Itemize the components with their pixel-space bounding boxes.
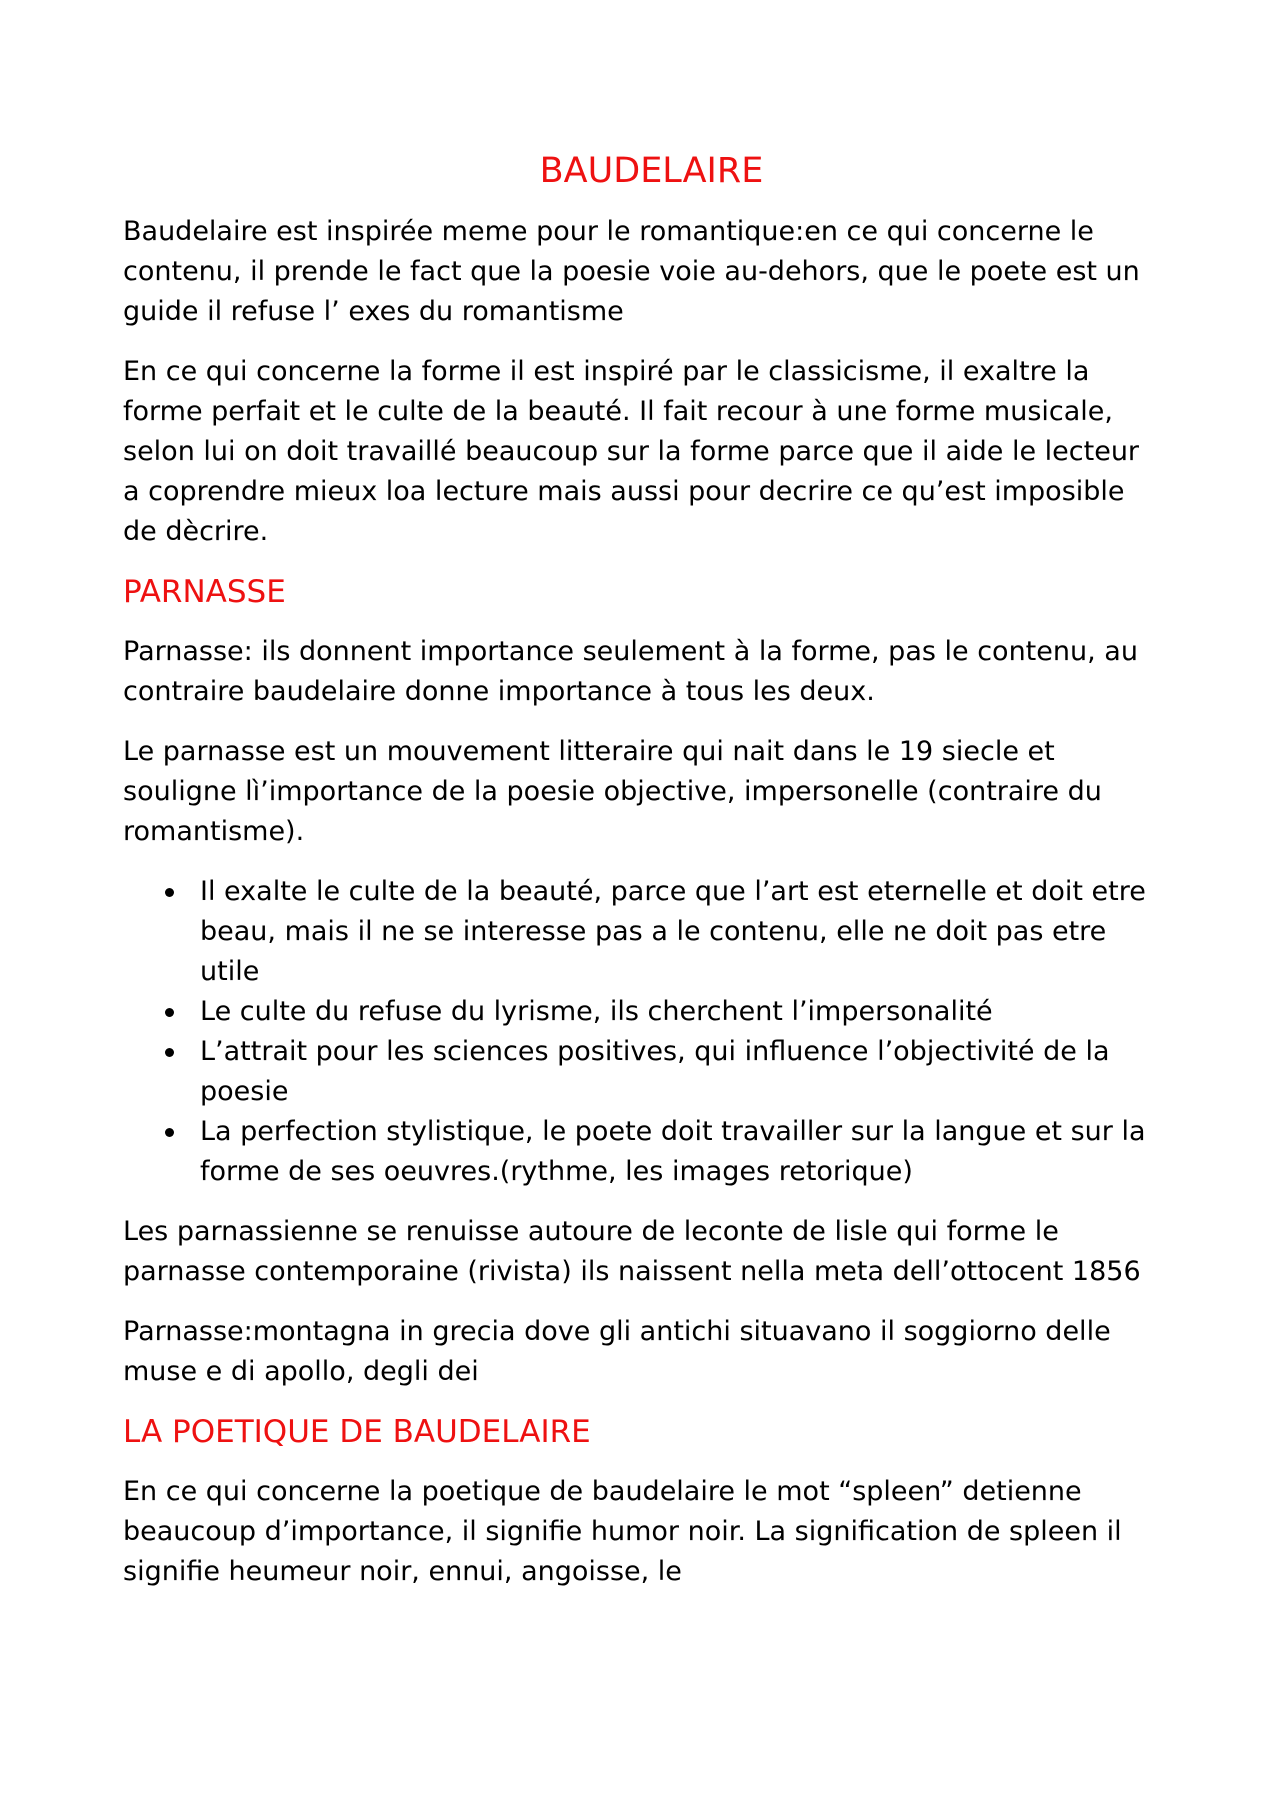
parnasse-paragraph: Les parnassienne se renuisse autoure de leconte de lisle qui forme le parnasse contemporaine (rivista) ils naissent nella meta dell’ottocent 1856	[123, 1216, 1141, 1288]
bullet-item: Le culte du refuse du lyrisme, ils cherchent l’impersonalité	[200, 992, 1160, 1032]
section-heading-parnasse: PARNASSE	[123, 573, 286, 610]
poetique-paragraph: En ce qui concerne la poetique de baudelaire le mot “spleen” detienne beaucoup d’importance, il signifie humor noir. La signification de spleen il signifie heumeur noir, ennui, angoisse, le	[123, 1476, 1122, 1588]
intro-paragraph: En ce qui concerne la forme il est inspiré par le classicisme, il exaltre la forme perfait et le culte de la beauté. Il fait recour à une forme musicale, selon lui on doit travaillé beaucoup sur la forme parce que il aide le lecteur a coprendre mieux loa lecture mais aussi pour decrire ce qu’est imposible de dècrire.	[123, 355, 1140, 547]
bullet-item: L’attrait pour les sciences positives, qui influence l’objectivité de la poesie	[200, 1032, 1160, 1112]
intro-paragraph: Baudelaire est inspirée meme pour le romantique:en ce qui concerne le contenu, il prende le fact que la poesie voie au-dehors, que le poete est un guide il refuse l’ exes du romantisme	[123, 215, 1140, 327]
bullet-item: Il exalte le culte de la beauté, parce que l’art est eternelle et doit etre beau, mais il ne se interesse pas a le contenu, elle ne doit pas etre utile	[200, 872, 1160, 992]
parnasse-bullet-list	[123, 872, 1160, 1192]
bullet-item: La perfection stylistique, le poete doit travailler sur la langue et sur la forme de ses oeuvres.(rythme, les images retorique)	[200, 1112, 1160, 1192]
parnasse-paragraph: Parnasse:montagna in grecia dove gli antichi situavano il soggiorno delle muse e di apollo, degli dei	[123, 1316, 1111, 1388]
document-title: BAUDELAIRE	[539, 151, 764, 191]
parnasse-paragraph: Parnasse: ils donnent importance seulement à la forme, pas le contenu, au contraire baudelaire donne importance à tous les deux.	[123, 636, 1138, 708]
section-heading-poetique: LA POETIQUE DE BAUDELAIRE	[123, 1414, 591, 1451]
parnasse-paragraph: Le parnasse est un mouvement litteraire qui nait dans le 19 siecle et souligne lì’importance de la poesie objective, impersonelle (contraire du romantisme).	[123, 736, 1102, 848]
